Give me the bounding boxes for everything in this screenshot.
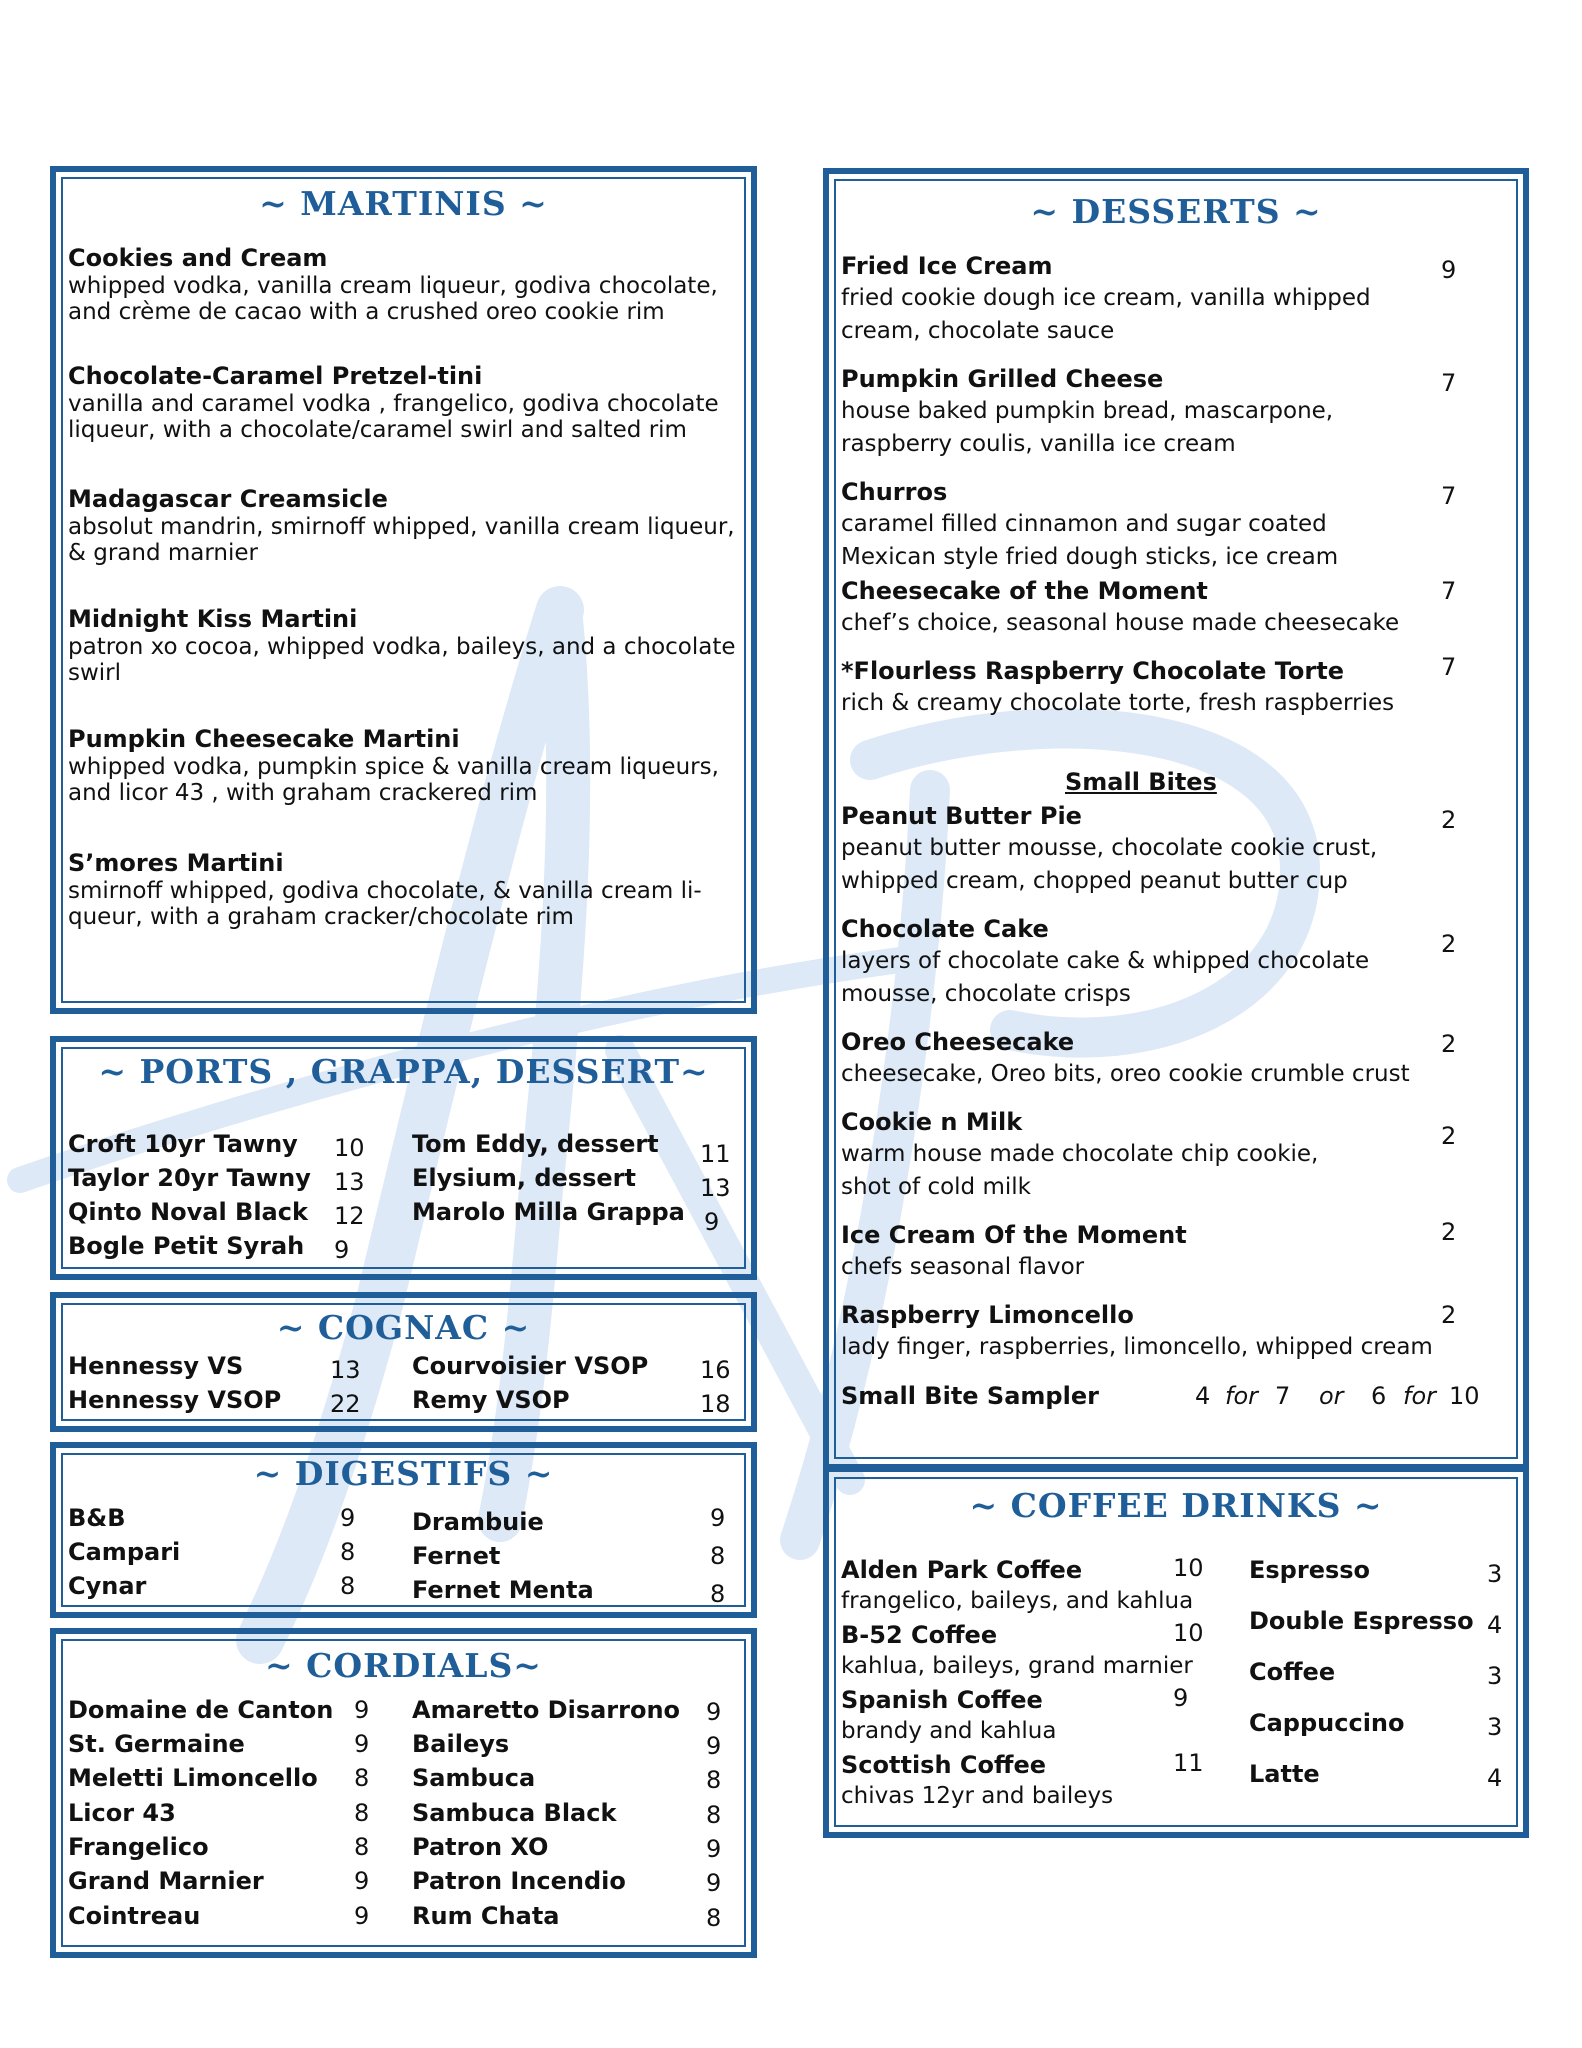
dessert-name: *Flourless Raspberry Chocolate Torte	[841, 657, 1344, 685]
digestifs-panel	[50, 1442, 757, 1618]
cordial-name: Amaretto Disarrono	[412, 1696, 681, 1724]
port-name: Tom Eddy, dessert	[412, 1130, 659, 1158]
sampler-name: Small Bite Sampler	[841, 1382, 1099, 1410]
coffee-name: Scottish Coffee	[841, 1751, 1046, 1779]
dessert-name: Churros	[841, 478, 948, 506]
martini-desc: vanilla and caramel vodka , frangelico, godiva chocolate	[68, 391, 719, 417]
cordial-name: Frangelico	[68, 1833, 209, 1861]
digestif-price: 8	[710, 1580, 726, 1608]
digestif-price: 8	[340, 1572, 356, 1600]
small-bite-name: Raspberry Limoncello	[841, 1301, 1134, 1329]
small-bite-price: 2	[1441, 1301, 1457, 1329]
digestif-price: 9	[710, 1504, 726, 1532]
small-bite-desc: warm house made chocolate chip cookie,	[841, 1141, 1319, 1167]
coffee-name: Spanish Coffee	[841, 1686, 1043, 1714]
digestif-name: Fernet Menta	[412, 1576, 594, 1604]
martini-name: Pumpkin Cheesecake Martini	[68, 725, 460, 753]
small-bite-name: Ice Cream Of the Moment	[841, 1221, 1187, 1249]
cordial-name: Meletti Limoncello	[68, 1764, 318, 1792]
port-name: Elysium, dessert	[412, 1164, 636, 1192]
cordial-name: Cointreau	[68, 1902, 201, 1930]
sampler-for: for	[1225, 1382, 1258, 1410]
port-price: 9	[334, 1236, 350, 1264]
cordial-price: 9	[354, 1867, 370, 1895]
martini-desc: swirl	[68, 660, 122, 686]
cordial-name: St. Germaine	[68, 1730, 245, 1758]
martini-desc: liqueur, with a chocolate/caramel swirl and salted rim	[68, 417, 687, 443]
small-bite-name: Cookie n Milk	[841, 1108, 1023, 1136]
sampler-count: 4	[1195, 1382, 1211, 1410]
small-bite-desc: shot of cold milk	[841, 1174, 1031, 1200]
coffee-name: Double Espresso	[1249, 1607, 1474, 1635]
small-bite-name: Oreo Cheesecake	[841, 1028, 1075, 1056]
port-name: Bogle Petit Syrah	[68, 1232, 305, 1260]
cordial-name: Sambuca Black	[412, 1799, 617, 1827]
cordial-name: Rum Chata	[412, 1902, 560, 1930]
martini-desc: absolut mandrin, smirnoff whipped, vanilla cream liqueur,	[68, 514, 735, 540]
small-bites-heading: Small Bites	[1065, 768, 1217, 796]
coffee-name: Espresso	[1249, 1556, 1371, 1584]
coffee-name: Cappuccino	[1249, 1709, 1405, 1737]
ports-panel	[50, 1036, 757, 1280]
small-bite-desc: layers of chocolate cake & whipped chocolate	[841, 948, 1370, 974]
dessert-price: 9	[1441, 256, 1457, 284]
cordial-name: Patron XO	[412, 1833, 549, 1861]
small-bite-price: 2	[1441, 1218, 1457, 1246]
small-bite-price: 2	[1441, 806, 1457, 834]
coffee-price: 4	[1487, 1611, 1503, 1639]
cordial-price: 8	[706, 1801, 722, 1829]
digestif-name: Drambuie	[412, 1508, 544, 1536]
coffee-price: 10	[1173, 1619, 1204, 1647]
coffee-desc: brandy and kahlua	[841, 1718, 1057, 1744]
coffee-panel	[823, 1466, 1529, 1838]
dessert-price: 7	[1441, 653, 1457, 681]
coffee-name: B-52 Coffee	[841, 1621, 998, 1649]
sampler-price: 7	[1275, 1382, 1291, 1410]
coffee-desc: chivas 12yr and baileys	[841, 1783, 1114, 1809]
cordial-name: Sambuca	[412, 1764, 536, 1792]
martini-name: Cookies and Cream	[68, 244, 328, 272]
small-bite-desc: peanut butter mousse, chocolate cookie crust,	[841, 835, 1378, 861]
cognac-title: ~ COGNAC ~	[276, 1308, 531, 1347]
cognac-name: Hennessy VSOP	[68, 1386, 282, 1414]
sampler-price: 10	[1449, 1382, 1480, 1410]
digestif-name: Cynar	[68, 1572, 147, 1600]
martinis-title: ~ MARTINIS ~	[259, 184, 548, 223]
port-price: 12	[334, 1202, 365, 1230]
small-bite-name: Chocolate Cake	[841, 915, 1049, 943]
dessert-desc: cream, chocolate sauce	[841, 318, 1115, 344]
martini-desc: smirnoff whipped, godiva chocolate, & vanilla cream li-	[68, 878, 702, 904]
port-price: 10	[334, 1134, 365, 1162]
port-name: Croft 10yr Tawny	[68, 1130, 298, 1158]
port-price: 11	[700, 1140, 731, 1168]
cognac-name: Remy VSOP	[412, 1386, 570, 1414]
coffee-price: 9	[1173, 1684, 1189, 1712]
cordial-price: 9	[354, 1696, 370, 1724]
cordial-name: Baileys	[412, 1730, 510, 1758]
small-bite-desc: cheesecake, Oreo bits, oreo cookie crumble crust	[841, 1061, 1410, 1087]
coffee-price: 3	[1487, 1662, 1503, 1690]
port-price: 13	[700, 1174, 731, 1202]
cognac-price: 16	[700, 1356, 731, 1384]
coffee-price: 11	[1173, 1749, 1204, 1777]
cognac-price: 22	[330, 1390, 361, 1418]
cordial-price: 8	[354, 1799, 370, 1827]
dessert-desc: fried cookie dough ice cream, vanilla whipped	[841, 285, 1371, 311]
dessert-name: Cheesecake of the Moment	[841, 577, 1208, 605]
martini-name: S’mores Martini	[68, 849, 284, 877]
martini-desc: whipped vodka, vanilla cream liqueur, godiva chocolate,	[68, 273, 718, 299]
martini-name: Chocolate-Caramel Pretzel-tini	[68, 362, 483, 390]
martini-desc: and crème de cacao with a crushed oreo cookie rim	[68, 299, 665, 325]
digestif-price: 8	[710, 1542, 726, 1570]
sampler-for: for	[1403, 1382, 1436, 1410]
coffee-price: 4	[1487, 1764, 1503, 1792]
coffee-name: Alden Park Coffee	[841, 1556, 1083, 1584]
martini-name: Midnight Kiss Martini	[68, 605, 358, 633]
cordial-price: 9	[706, 1869, 722, 1897]
small-bite-name: Peanut Butter Pie	[841, 802, 1082, 830]
cognac-name: Courvoisier VSOP	[412, 1352, 649, 1380]
small-bite-price: 2	[1441, 930, 1457, 958]
cordial-price: 8	[354, 1833, 370, 1861]
port-price: 13	[334, 1168, 365, 1196]
martini-name: Madagascar Creamsicle	[68, 485, 388, 513]
cordial-price: 9	[354, 1902, 370, 1930]
cognac-price: 18	[700, 1390, 731, 1418]
digestifs-title: ~ DIGESTIFS ~	[253, 1454, 554, 1493]
digestif-name: Fernet	[412, 1542, 501, 1570]
port-name: Taylor 20yr Tawny	[68, 1164, 311, 1192]
dessert-price: 7	[1441, 482, 1457, 510]
coffee-title: ~ COFFEE DRINKS ~	[969, 1486, 1383, 1525]
cordials-title: ~ CORDIALS~	[265, 1646, 542, 1685]
cordials-panel	[50, 1628, 757, 1958]
dessert-desc: raspberry coulis, vanilla ice cream	[841, 431, 1236, 457]
port-name: Marolo Milla Grappa	[412, 1198, 685, 1226]
cordial-price: 9	[706, 1698, 722, 1726]
coffee-name: Coffee	[1249, 1658, 1336, 1686]
cordial-name: Patron Incendio	[412, 1867, 626, 1895]
digestif-name: B&B	[68, 1504, 126, 1532]
cognac-panel	[50, 1292, 757, 1432]
coffee-desc: frangelico, baileys, and kahlua	[841, 1588, 1194, 1614]
martini-desc: and licor 43 , with graham crackered rim	[68, 780, 538, 806]
cordial-price: 8	[354, 1764, 370, 1792]
martini-desc: patron xo cocoa, whipped vodka, baileys, and a chocolate	[68, 634, 736, 660]
dessert-name: Pumpkin Grilled Cheese	[841, 365, 1164, 393]
coffee-price: 3	[1487, 1713, 1503, 1741]
dessert-desc: Mexican style fried dough sticks, ice cream	[841, 544, 1339, 570]
dessert-price: 7	[1441, 369, 1457, 397]
coffee-name: Latte	[1249, 1760, 1320, 1788]
martinis-panel	[50, 166, 757, 1014]
small-bite-desc: lady finger, raspberries, limoncello, whipped cream	[841, 1334, 1433, 1360]
dessert-desc: rich & creamy chocolate torte, fresh raspberries	[841, 690, 1395, 716]
desserts-panel	[823, 168, 1529, 1470]
cordial-price: 9	[706, 1835, 722, 1863]
small-bite-price: 2	[1441, 1030, 1457, 1058]
cognac-price: 13	[330, 1356, 361, 1384]
martini-desc: & grand marnier	[68, 540, 259, 566]
digestif-price: 8	[340, 1538, 356, 1566]
sampler-or: or	[1319, 1382, 1344, 1410]
port-price: 9	[704, 1208, 720, 1236]
martini-desc: queur, with a graham cracker/chocolate rim	[68, 904, 574, 930]
small-bite-price: 2	[1441, 1122, 1457, 1150]
digestif-price: 9	[340, 1504, 356, 1532]
dessert-desc: chef’s choice, seasonal house made cheesecake	[841, 610, 1400, 636]
coffee-price: 3	[1487, 1560, 1503, 1588]
dessert-desc: caramel filled cinnamon and sugar coated	[841, 511, 1327, 537]
digestif-name: Campari	[68, 1538, 181, 1566]
small-bite-desc: chefs seasonal flavor	[841, 1254, 1085, 1280]
dessert-desc: house baked pumpkin bread, mascarpone,	[841, 398, 1334, 424]
coffee-price: 10	[1173, 1554, 1204, 1582]
port-name: Qinto Noval Black	[68, 1198, 308, 1226]
dessert-name: Fried Ice Cream	[841, 252, 1053, 280]
sampler-count: 6	[1371, 1382, 1387, 1410]
desserts-title: ~ DESSERTS ~	[1030, 192, 1322, 231]
small-bite-desc: mousse, chocolate crisps	[841, 981, 1131, 1007]
cordial-price: 8	[706, 1904, 722, 1932]
coffee-desc: kahlua, baileys, grand marnier	[841, 1653, 1193, 1679]
cordial-name: Grand Marnier	[68, 1867, 264, 1895]
ports-title: ~ PORTS , GRAPPA, DESSERT~	[98, 1052, 709, 1091]
dessert-price: 7	[1441, 577, 1457, 605]
cognac-name: Hennessy VS	[68, 1352, 244, 1380]
martini-desc: whipped vodka, pumpkin spice & vanilla cream liqueurs,	[68, 754, 719, 780]
cordial-name: Domaine de Canton	[68, 1696, 334, 1724]
cordial-price: 9	[354, 1730, 370, 1758]
cordial-price: 9	[706, 1732, 722, 1760]
cordial-price: 8	[706, 1766, 722, 1794]
small-bite-desc: whipped cream, chopped peanut butter cup	[841, 868, 1348, 894]
cordial-name: Licor 43	[68, 1799, 176, 1827]
